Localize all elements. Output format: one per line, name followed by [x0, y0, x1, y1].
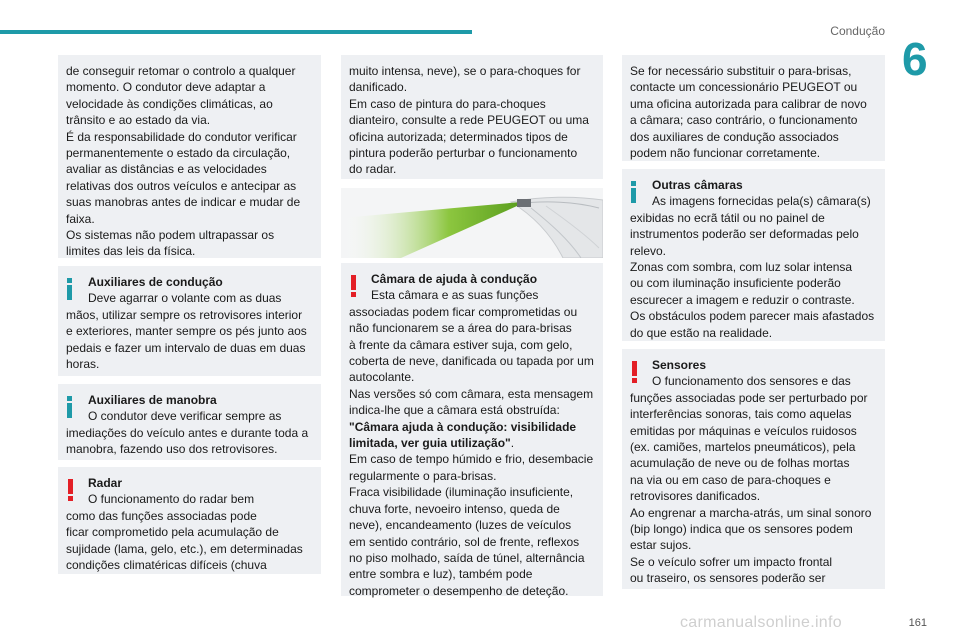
- chapter-number: 6: [902, 33, 928, 85]
- text-line: comprometer o desempenho de deteção.: [349, 583, 569, 598]
- warning-icon: [67, 479, 75, 501]
- text-line: na via ou em caso de para-choques e: [630, 472, 831, 487]
- text-line: à frente da câmara estiver suja, com gelo,: [349, 337, 573, 352]
- radar-continued-box: [341, 55, 603, 179]
- text-line: uma oficina autorizada para calibrar de novo: [630, 96, 867, 111]
- text-line: (bip longo) indica que os sensores podem: [630, 522, 853, 537]
- text-line: neve), encandeamento (luzes de veículos: [349, 518, 572, 533]
- text-line: acumulação de neve ou de folhas mortas: [630, 456, 850, 471]
- text-line: As imagens fornecidas pela(s) câmara(s): [652, 194, 871, 209]
- text-line: exibidas no ecrã tátil ou no painel de: [630, 210, 825, 225]
- text-line: O funcionamento do radar bem: [88, 492, 255, 507]
- note-title: Outras câmaras: [652, 178, 743, 192]
- obstructed-message: "Câmara ajuda à condução: visibilidade limitada, ver guia utilização".: [349, 419, 577, 451]
- text-line: relevo.: [630, 243, 667, 258]
- col3-intro-box: [622, 55, 885, 161]
- text-line: danificado.: [349, 80, 408, 95]
- text-line: momento. O condutor deve adaptar a: [66, 80, 266, 95]
- text-line: ou com iluminação insuficiente poderão: [630, 276, 841, 291]
- note-body: [349, 287, 595, 418]
- text-line: trânsito e ao estado da via.: [66, 113, 211, 128]
- text-line: velocidade às condições climáticas, ao: [66, 96, 273, 111]
- text-line: permanentemente o estado da circulação,: [66, 146, 291, 161]
- text-line: coberta de neve, danificada ou tapada por um: [349, 354, 594, 369]
- header-accent-bar: [0, 30, 472, 34]
- text-line: estar sujos.: [630, 538, 692, 553]
- warning-icon: [350, 275, 358, 297]
- note-body: [630, 373, 877, 586]
- outras-cameras-note: [622, 169, 885, 341]
- text-line: a câmara; caso contrário, o funcionamento: [630, 113, 858, 128]
- text-line: suas manobras antes de indicar e mudar de: [66, 195, 301, 210]
- text-line: podem não funcionar corretamente.: [630, 146, 821, 161]
- text-line: É da responsabilidade do condutor verificar: [66, 129, 297, 144]
- text-line: dianteiro, consulte a rede PEUGEOT ou uma: [349, 113, 589, 128]
- note-title: Câmara de ajuda à condução: [371, 272, 538, 286]
- watermark: carmanualsonline.info: [680, 614, 842, 631]
- text-line: pintura poderão perturbar o funcionamento: [349, 146, 578, 161]
- text-line: ou traseiro, os sensores poderão ser: [630, 571, 826, 586]
- section-title: Condução: [830, 24, 885, 38]
- text-line: Fraca visibilidade (iluminação insuficiente,: [349, 485, 574, 500]
- text-line: regularmente o para-brisas.: [349, 468, 497, 483]
- text-line: associadas podem ficar comprometidas ou: [349, 304, 578, 319]
- text-line: sujidade (lama, gelo, etc.), em determinadas: [66, 541, 303, 556]
- text-line: retrovisores danificados.: [630, 489, 761, 504]
- note-body: [66, 408, 313, 457]
- note-body: [630, 193, 877, 341]
- text-line: manobra, fazendo uso dos retrovisores.: [66, 442, 278, 457]
- note-body: [66, 491, 313, 573]
- note-body: [66, 290, 313, 372]
- col1-intro-box: [58, 55, 321, 258]
- text-line: relativas dos outros veículos e antecipar as: [66, 178, 297, 193]
- text-line: Zonas com sombra, com luz solar intensa: [630, 260, 853, 275]
- col3-intro-text: [630, 63, 877, 161]
- text-line: indica-lhe que a câmara está obstruída:: [349, 403, 560, 418]
- text-line: dos auxiliares de condução associados: [630, 129, 839, 144]
- note-title: Auxiliares de condução: [88, 275, 223, 289]
- page-number: 161: [908, 617, 927, 629]
- text-line: O condutor deve verificar sempre as: [88, 409, 282, 424]
- text-line: interferências sonoras, tais como aquelas: [630, 407, 852, 422]
- text-line: emitidas por máquinas e veículos ruidosos: [630, 423, 857, 438]
- text-line: O funcionamento dos sensores e das: [652, 374, 851, 389]
- camera-warning-note: [341, 263, 603, 596]
- radar-warning-note: [58, 467, 321, 574]
- radar-continued-text: [349, 63, 595, 178]
- text-line: Se for necessário substituir o para-brisas,: [630, 64, 852, 78]
- text-line: em sentido contrário, sol de frente, reflexos: [349, 534, 580, 549]
- note-title: Radar: [88, 476, 123, 490]
- text-line: do radar.: [349, 162, 397, 177]
- info-icon: [630, 181, 638, 203]
- note-title: Auxiliares de manobra: [88, 393, 217, 407]
- text-line: chuva forte, nevoeiro intenso, queda de: [349, 501, 560, 516]
- camera-body: [517, 199, 531, 207]
- text-line: contacte um concessionário PEUGEOT ou: [630, 80, 858, 95]
- text-line: funções associadas pode ser perturbado por: [630, 390, 868, 405]
- info-icon: [66, 396, 74, 418]
- text-line: Os sistemas não podem ultrapassar os: [66, 228, 275, 243]
- text-line: Em caso de pintura do para-choques: [349, 96, 546, 111]
- text-line: limites das leis da física.: [66, 244, 196, 259]
- text-line: Se o veículo sofrer um impacto frontal: [630, 554, 833, 569]
- sensores-warning-note: [622, 349, 885, 589]
- text-line: Esta câmara e as suas funções: [371, 288, 539, 303]
- text-line: de conseguir retomar o controlo a qualquer: [66, 64, 296, 78]
- text-line: (ex. camiões, martelos pneumáticos), pela: [630, 440, 856, 455]
- text-line: horas.: [66, 357, 100, 372]
- text-line: no piso molhado, saída de túnel, alternância: [349, 550, 585, 565]
- text-line: ficar comprometido pela acumulação de: [66, 525, 279, 540]
- aux-conducao-note: [58, 266, 321, 376]
- text-line: Deve agarrar o volante com as duas: [88, 291, 282, 306]
- text-line: Ao engrenar a marcha-atrás, um sinal sonoro: [630, 505, 872, 520]
- text-line: como das funções associadas pode: [66, 508, 257, 523]
- warning-icon: [631, 361, 639, 383]
- windshield-camera-illustration: [341, 188, 603, 258]
- text-line: Os obstáculos podem parecer mais afastados: [630, 309, 875, 324]
- text-line: entre sombra e luz), também pode: [349, 567, 533, 582]
- aux-manobra-note: [58, 384, 321, 460]
- text-line: mãos, utilizar sempre os retrovisores interior: [66, 307, 303, 322]
- text-line: Em caso de tempo húmido e frio, desembacie: [349, 452, 594, 467]
- text-line: autocolante.: [349, 370, 415, 385]
- col1-intro-text: [66, 63, 313, 260]
- text-line: do que estão na realidade.: [630, 325, 773, 340]
- text-line: Nas versões só com câmara, esta mensagem: [349, 386, 594, 401]
- info-icon: [66, 278, 74, 300]
- text-line: escurecer a imagem e reduzir o contraste.: [630, 292, 855, 307]
- note-body-continued: [349, 451, 595, 599]
- text-line: não funcionarem se a área do para-brisas: [349, 321, 572, 336]
- text-line: e exteriores, manter sempre os pés junto aos: [66, 324, 307, 339]
- text-line: pedais e fazer um intervalo de duas em duas: [66, 340, 306, 355]
- text-line: muito intensa, neve), se o para-choques for: [349, 64, 581, 78]
- text-line: avaliar as distâncias e as velocidades: [66, 162, 267, 177]
- text-line: faixa.: [66, 211, 95, 226]
- text-line: imediações do veículo antes e durante toda a: [66, 425, 309, 440]
- text-line: instrumentos poderão ser deformadas pelo: [630, 227, 859, 242]
- note-title: Sensores: [652, 358, 707, 372]
- text-line: condições climatéricas difíceis (chuva: [66, 558, 267, 573]
- text-line: oficina autorizada; determinados tipos de: [349, 129, 568, 144]
